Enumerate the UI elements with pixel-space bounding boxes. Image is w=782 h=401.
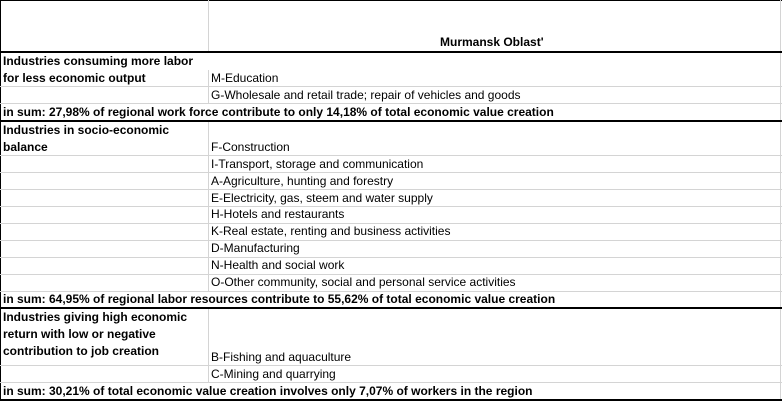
industry-cell: O-Other community, social and personal service activities <box>211 275 516 289</box>
industry-cell: I-Transport, storage and communication <box>211 157 424 171</box>
category-label: Industries in socio-economic balance <box>3 123 170 154</box>
industry-cell: D-Manufacturing <box>211 241 300 255</box>
industry-cell: K-Real estate, renting and business activities <box>211 224 451 238</box>
column-divider <box>208 309 209 383</box>
industry-cell: C-Mining and quarrying <box>211 367 336 381</box>
category-label: Industries giving high economic return with low or negative contribution to job creation <box>3 310 188 358</box>
summary-row: in sum: 64,95% of regional labor resources contribute to 55,62% of total economic value creation <box>3 292 556 306</box>
row-line <box>0 240 782 241</box>
industry-cell: H-Hotels and restaurants <box>211 207 345 221</box>
row-line <box>0 257 782 258</box>
region-header: Murmansk Oblast' <box>440 35 544 49</box>
right-edge <box>780 0 781 401</box>
industry-cell: F-Construction <box>211 140 290 154</box>
industry-cell: A-Agriculture, hunting and forestry <box>211 174 394 188</box>
industry-cell: B-Fishing and aquaculture <box>211 350 352 364</box>
row-line <box>0 206 782 207</box>
summary-row: in sum: 27,98% of regional work force contribute to only 14,18% of total economic value creation <box>3 105 554 119</box>
industry-cell: M-Education <box>211 71 279 85</box>
column-divider <box>208 0 209 52</box>
industry-cell: G-Wholesale and retail trade; repair of vehicles and goods <box>211 88 521 102</box>
row-line <box>0 365 782 366</box>
industry-cell: N-Health and social work <box>211 258 345 272</box>
outer-left-border <box>0 0 1 401</box>
outer-top-border <box>0 0 782 1</box>
industry-cell: E-Electricity, gas, steem and water supply <box>211 191 433 205</box>
category-label: Industries consuming more labor for less economic output <box>3 54 194 85</box>
summary-row: in sum: 30,21% of total economic value creation involves only 7,07% of workers in the region <box>3 384 533 398</box>
